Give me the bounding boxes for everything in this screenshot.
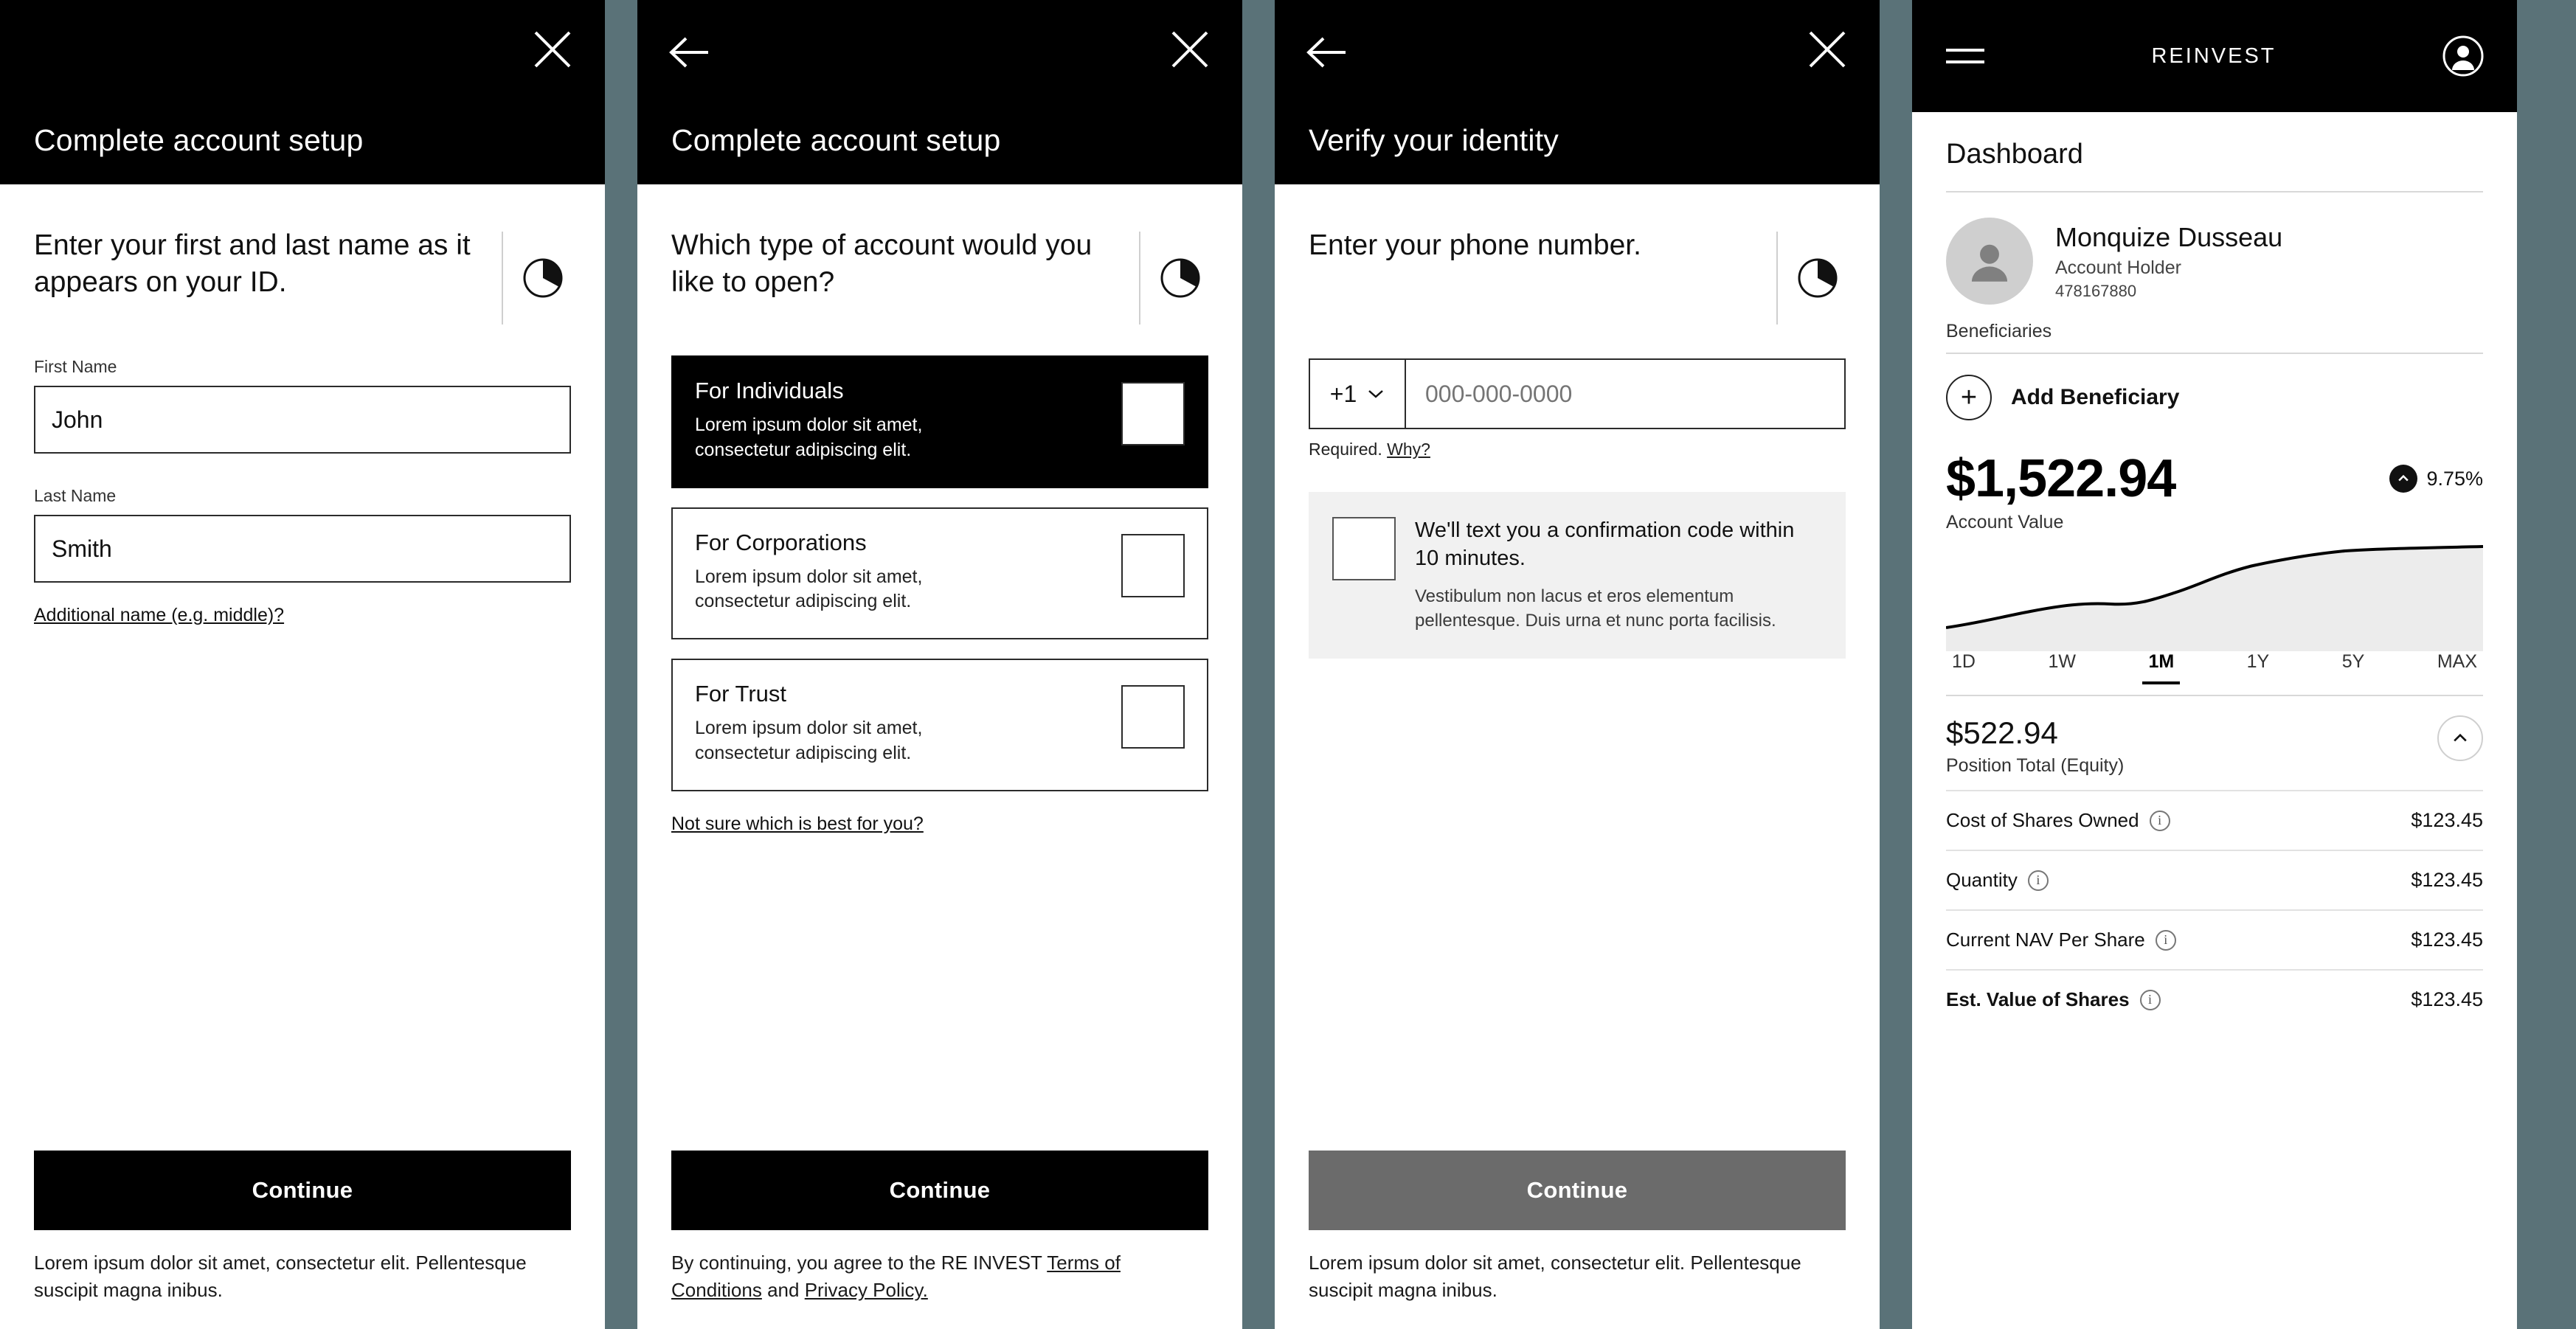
legal-text [671,1249,1208,1329]
row-label: Cost of Shares Owned [1946,809,2139,831]
question-text: Enter your phone number. [1309,229,1641,261]
last-name-label: Last Name [34,486,117,505]
range-1y[interactable]: 1Y [2246,651,2270,672]
first-name-field [34,357,571,454]
row-quantity [1946,850,2483,909]
additional-name-link[interactable]: Additional name (e.g. middle)? [34,605,285,625]
notice-checkbox[interactable] [1332,517,1396,580]
chevron-down-icon [1367,388,1385,400]
screen2-topbar [637,0,1242,184]
last-name-field [34,486,571,583]
option-title: For Individuals [695,378,844,403]
option-title: For Trust [695,681,787,707]
screen3-body [1275,184,1880,1329]
option-subtitle: Lorem ipsum dolor sit amet, consectetur adipiscing elit. [695,566,923,612]
why-link[interactable]: Why? [1387,440,1430,459]
help-link[interactable]: Not sure which is best for you? [671,813,924,834]
account-value-sparkline [1946,541,2483,651]
row-value: $123.45 [2411,929,2483,951]
range-5y[interactable]: 5Y [2341,651,2365,672]
option-checkbox[interactable] [1121,534,1185,597]
progress-indicator [1776,227,1838,325]
terms-link[interactable]: Terms of Conditions [671,1252,1121,1302]
beneficiaries-label: Beneficiaries [1946,321,2483,354]
first-name-label: First Name [34,357,117,376]
range-1w[interactable]: 1W [2048,651,2076,672]
divider [1776,232,1778,325]
account-value-row [1946,443,2483,509]
option-subtitle: Lorem ipsum dolor sit amet, consectetur adipiscing elit. [695,414,923,460]
row-label: Quantity [1946,869,2018,891]
progress-pie-icon [522,257,564,299]
phone-input-row [1309,358,1846,429]
close-icon[interactable] [1804,27,1850,72]
question-row [671,184,1208,325]
legal-text: Lorem ipsum dolor sit amet, consectetur elit. Pellentesque suscipit magna inibus. [1309,1252,1801,1302]
screen-name-entry [0,0,605,1329]
dashboard-topbar [1912,0,2517,112]
question-text: Which type of account would you like to open? [671,229,1093,298]
row-label-group [1946,869,2049,892]
required-text: Required. [1309,440,1382,459]
option-checkbox[interactable] [1121,685,1185,749]
option-subtitle: Lorem ipsum dolor sit amet, consectetur adipiscing elit. [695,718,923,763]
hamburger-menu-icon[interactable] [1945,41,1986,71]
progress-indicator [1139,227,1201,325]
question-text: Enter your first and last name as it appears on your ID. [34,229,471,298]
country-code-select[interactable] [1310,360,1406,428]
legal-text: Lorem ipsum dolor sit amet, consectetur elit. Pellentesque suscipit magna inibus. [34,1252,527,1302]
screen1-topbar [0,0,605,184]
trend-up-icon [2389,465,2417,493]
row-current-nav [1946,909,2483,969]
info-icon[interactable]: i [2150,811,2170,831]
back-arrow-icon[interactable] [1304,30,1350,75]
user-profile [1946,192,2483,321]
row-label: Est. Value of Shares [1946,988,2130,1010]
option-title: For Corporations [695,529,867,555]
confirmation-notice [1309,492,1846,659]
last-name-input[interactable] [34,515,571,583]
legal-prefix: By continuing, you agree to the RE INVEST [671,1252,1042,1274]
range-selector [1946,651,2483,696]
country-code-value: +1 [1329,380,1357,407]
user-name: Monquize Dusseau [2055,221,2283,252]
page-title: Complete account setup [671,123,1001,157]
add-beneficiary-label: Add Beneficiary [2011,385,2180,409]
question-row [1309,184,1846,325]
screen1-body [0,184,605,1329]
page-title: Dashboard [1946,112,2483,192]
plus-icon: + [1946,375,1992,420]
row-label: Current NAV Per Share [1946,929,2145,951]
user-circle-icon[interactable] [2442,35,2485,77]
position-total-row [1946,696,2483,777]
row-value: $123.45 [2411,869,2483,891]
screen-account-type [637,0,1242,1329]
first-name-input[interactable] [34,386,571,454]
brand-logo: REINVEST [2151,44,2276,68]
screen-verify-identity [1275,0,1880,1329]
add-beneficiary-button[interactable] [1946,354,2483,443]
option-for-corporations[interactable] [671,507,1208,640]
user-role: Account Holder [2055,257,2181,278]
divider [1139,232,1140,325]
option-checkbox[interactable] [1121,382,1185,445]
delta-value: 9.75% [2426,467,2483,490]
divider [502,232,503,325]
progress-indicator [502,227,564,325]
dashboard-body [1912,112,2517,1329]
back-arrow-icon[interactable] [667,30,713,75]
info-icon[interactable]: i [2140,990,2161,1010]
phone-number-input[interactable] [1406,360,1844,428]
avatar [1946,218,2033,305]
position-total-value: $522.94 [1946,715,2058,750]
row-label-group [1946,809,2170,832]
screen2-body [637,184,1242,1329]
notice-subtitle: Vestibulum non lacus et eros elementum pellentesque. Duis urna et nunc porta facilisis. [1415,586,1776,631]
screen2-cta-area [671,1151,1208,1249]
continue-button[interactable]: Continue [671,1151,1208,1230]
screen3-cta-area [1309,1151,1846,1249]
account-value: $1,522.94 [1946,449,2176,508]
close-icon[interactable] [1167,27,1213,72]
person-icon [1962,234,2017,288]
range-1m[interactable]: 1M [2142,651,2180,684]
notice-title: We'll text you a confirmation code within 10 minutes. [1415,518,1795,570]
account-value-label: Account Value [1946,512,2064,532]
screen-dashboard [1912,0,2517,1329]
account-type-options [671,355,1208,791]
continue-button[interactable]: Continue [1309,1151,1846,1230]
chevron-up-icon[interactable] [2437,715,2483,761]
position-total-label: Position Total (Equity) [1946,755,2125,776]
info-icon[interactable]: i [2156,930,2176,951]
row-label-group [1946,988,2161,1011]
page-title: Complete account setup [34,123,364,157]
privacy-link[interactable]: Privacy Policy. [804,1279,928,1302]
range-max[interactable]: MAX [2437,651,2477,672]
row-est-value [1946,969,2483,1029]
range-1d[interactable]: 1D [1952,651,1976,672]
user-account-id: 478167880 [2055,281,2137,300]
screen3-topbar [1275,0,1880,184]
row-value: $123.45 [2411,809,2483,831]
row-cost-of-shares [1946,790,2483,850]
screen1-cta-area [34,1151,571,1249]
required-hint [1309,440,1846,459]
progress-pie-icon [1797,257,1838,299]
progress-pie-icon [1160,257,1201,299]
legal-and: and [767,1279,800,1302]
close-icon[interactable] [530,27,575,72]
option-for-trust[interactable] [671,659,1208,791]
account-delta [2389,465,2483,493]
info-icon[interactable]: i [2028,870,2049,891]
option-for-individuals[interactable] [671,355,1208,488]
page-title: Verify your identity [1309,123,1559,157]
row-label-group [1946,929,2176,951]
continue-button[interactable]: Continue [34,1151,571,1230]
question-row [34,184,571,325]
row-value: $123.45 [2411,988,2483,1010]
